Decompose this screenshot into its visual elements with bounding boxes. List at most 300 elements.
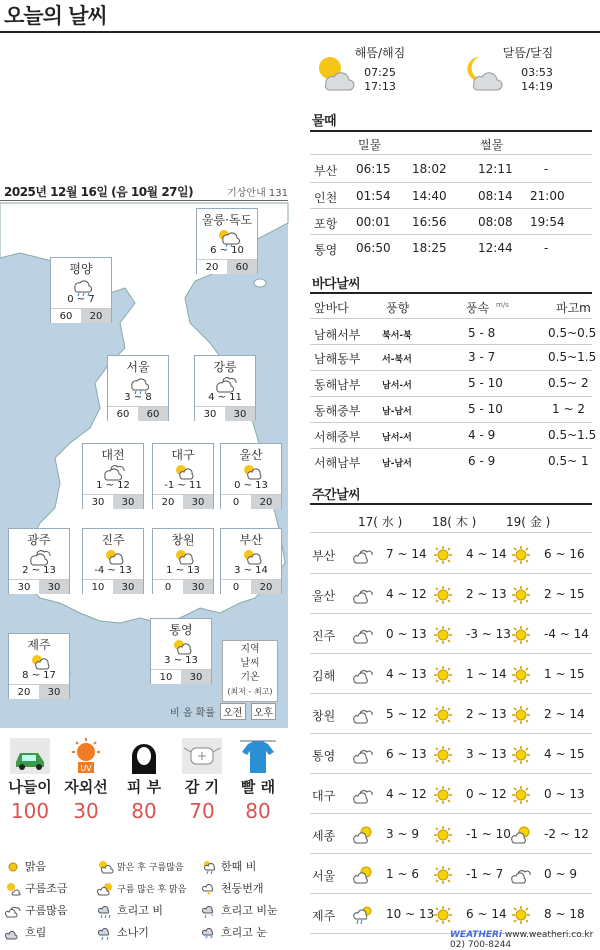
- issuer-note: 기상안내 131: [227, 188, 288, 199]
- weekly-divider: [310, 503, 592, 505]
- sun-rain-icon: [216, 227, 240, 247]
- sun-icon: [510, 625, 532, 645]
- weekly-temp: 1 ~ 14: [466, 667, 507, 681]
- map-city-jeju: [8, 633, 70, 699]
- city-am-prob: 30: [9, 579, 39, 594]
- cloudy-icon: [352, 665, 374, 685]
- legend-label: 한때 비: [221, 860, 257, 873]
- sea-wave: 0.5~ 2: [548, 376, 589, 390]
- city-temp: 1 ~ 13: [166, 565, 200, 576]
- sun-icon: [510, 705, 532, 725]
- map-city-tongyeong: [150, 618, 212, 684]
- city-pm-prob: 20: [251, 579, 281, 594]
- sea-row-line: [310, 318, 592, 319]
- tide-row-line: [310, 154, 592, 155]
- tide-low-header: 썰물: [480, 138, 504, 152]
- weather-legend: [0, 858, 300, 944]
- city-name: 제주: [27, 638, 51, 652]
- weekly-city: 김해: [312, 669, 336, 683]
- date-text: 2025년 12월 16일 (음 10월 27일): [4, 185, 194, 199]
- city-temp: 4 ~ 11: [208, 392, 242, 403]
- legend-item: [200, 858, 256, 876]
- cloudy-icon: [4, 926, 22, 940]
- sun-cloud-icon: [4, 882, 22, 896]
- weekly-temp: 6 ~ 16: [544, 547, 585, 561]
- sea-speed: 3 - 7: [468, 350, 496, 364]
- city-am-prob: 10: [151, 669, 181, 684]
- tide-high-2: 18:02: [412, 162, 447, 176]
- moon-label: 달뜸/달짐: [502, 46, 554, 60]
- city-temp: 3 ~ 14: [234, 565, 268, 576]
- city-am-prob: 60: [108, 406, 138, 421]
- index-outing: [2, 738, 58, 823]
- cloudy-icon: [510, 865, 532, 885]
- index-uv: [58, 738, 114, 823]
- weekly-temp: 7 ~ 14: [386, 547, 427, 561]
- sun-icon: [510, 745, 532, 765]
- map-city-daejeon: [82, 443, 144, 509]
- city-temp: 3 ~ 8: [124, 392, 152, 403]
- tide-high-2: 16:56: [412, 215, 447, 229]
- tide-divider: [310, 130, 592, 132]
- sea-area: 동해중부: [314, 404, 361, 418]
- mask-icon: [182, 738, 222, 774]
- tide-high-1: 00:01: [356, 215, 391, 229]
- sun-icon: [432, 745, 454, 765]
- city-pm-prob: 30: [39, 579, 69, 594]
- cloudy-icon: [4, 904, 22, 918]
- footer: [450, 930, 600, 950]
- city-pm-prob: 30: [39, 684, 69, 699]
- weekly-city: 제주: [312, 909, 336, 923]
- index-name: 감 기: [184, 778, 220, 796]
- legend-label: 흐리고 비: [117, 904, 164, 917]
- sun-icon: [510, 585, 532, 605]
- city-name: 강릉: [213, 360, 237, 374]
- city-name: 서울: [126, 360, 150, 374]
- cloudy-icon: [352, 585, 374, 605]
- city-pm-prob: 30: [181, 669, 211, 684]
- cloud-rain-icon: [96, 926, 114, 940]
- city-temp: 1 ~ 12: [96, 480, 130, 491]
- sea-area: 동해남부: [314, 378, 361, 392]
- index-name: 자외선: [64, 778, 108, 796]
- city-name: 창원: [171, 533, 195, 547]
- weekly-temp: 0 ~ 12: [466, 787, 507, 801]
- thunder-icon: [200, 882, 218, 896]
- city-am-prob: 20: [9, 684, 39, 699]
- tide-low-2: -: [544, 162, 549, 176]
- sun-icon: [432, 865, 454, 885]
- weekly-day-1: 17( 水 ): [358, 515, 403, 529]
- city-am-prob: 30: [195, 406, 225, 421]
- legend-item: [4, 880, 68, 898]
- sun-icon: [432, 625, 454, 645]
- life-indices: [0, 734, 288, 829]
- sun-icon: [432, 705, 454, 725]
- sun-cloud-icon: [96, 860, 114, 874]
- legend-line-range: (최저 - 최고): [227, 687, 273, 696]
- legend-label: 흐리고 비눈: [221, 904, 278, 917]
- sea-dir: 남-남서: [382, 407, 412, 417]
- sun-cloud-icon: [240, 547, 264, 567]
- tide-place: 통영: [314, 243, 338, 257]
- cloudy-icon: [102, 462, 126, 482]
- legend-label: 맑음: [25, 860, 47, 873]
- sea-divider: [310, 292, 592, 294]
- map-city-ulleung: [196, 208, 258, 274]
- sun-icon: [510, 905, 532, 925]
- weekly-temp: 4 ~ 12: [386, 587, 427, 601]
- weekly-temp: 2 ~ 14: [544, 707, 585, 721]
- map-city-changwon: [152, 528, 214, 594]
- city-pm-prob: 30: [183, 579, 213, 594]
- city-pm-prob: 60: [138, 406, 168, 421]
- index-value: 70: [189, 799, 215, 823]
- sea-dir: 북서-북: [382, 331, 412, 341]
- city-am-prob: 60: [51, 308, 81, 323]
- map-legend-box: [222, 640, 278, 702]
- city-name: 대전: [101, 448, 125, 462]
- sun-cloud-icon: [170, 637, 194, 657]
- legend-item: [96, 902, 163, 920]
- legend-item: [4, 924, 46, 942]
- weekly-temp: 4 ~ 15: [544, 747, 585, 761]
- header-divider: [0, 31, 600, 33]
- city-am-prob: 0: [221, 494, 251, 509]
- weekly-temp: 0 ~ 13: [544, 787, 585, 801]
- weekly-row-line: [310, 773, 592, 774]
- sea-title: 바다날씨: [312, 277, 361, 292]
- sea-area: 남해서부: [314, 328, 361, 342]
- sun-icon: [432, 665, 454, 685]
- cloudy-icon: [352, 705, 374, 725]
- sun-cloud-icon: [172, 547, 196, 567]
- shirt-icon: [238, 738, 278, 774]
- weekly-temp: -1 ~ 7: [466, 867, 504, 881]
- weekly-temp: 4 ~ 14: [466, 547, 507, 561]
- tide-low-2: 19:54: [530, 215, 565, 229]
- city-temp: 2 ~ 13: [22, 565, 56, 576]
- sea-speed: 6 - 9: [468, 454, 496, 468]
- tide-low-1: 12:44: [478, 241, 513, 255]
- sun-icon: [510, 665, 532, 685]
- tide-place: 포항: [314, 217, 338, 231]
- map-city-busan: [220, 528, 282, 594]
- cloud-rain-icon: [127, 374, 151, 394]
- weekly-temp: 0 ~ 9: [544, 867, 577, 881]
- tide-high-2: 14:40: [412, 189, 447, 203]
- date-row: [0, 180, 288, 202]
- city-pm-prob: 30: [113, 494, 143, 509]
- cloudy-icon: [28, 547, 52, 567]
- weekly-city: 대구: [312, 789, 336, 803]
- map-city-ulsan: [220, 443, 282, 509]
- weekly-row-line: [310, 733, 592, 734]
- city-temp: -4 ~ 13: [94, 565, 132, 576]
- tide-high-2: 18:25: [412, 241, 447, 255]
- city-temp: -1 ~ 11: [164, 480, 202, 491]
- legend-item: [4, 858, 46, 876]
- map-city-jinju: [82, 528, 144, 594]
- weekly-row-line: [310, 853, 592, 854]
- cloudy-icon: [352, 625, 374, 645]
- weekly-row-line: [310, 613, 592, 614]
- weekly-temp: 2 ~ 13: [466, 707, 507, 721]
- weekly-row-line: [310, 573, 592, 574]
- weekly-temp: 2 ~ 15: [544, 587, 585, 601]
- sea-header-wave: 파고m: [556, 301, 591, 315]
- legend-label: 흐리고 눈: [221, 926, 268, 939]
- sun-cloud-icon: [510, 825, 532, 845]
- index-skin: [116, 738, 172, 823]
- index-name: 피 부: [126, 778, 162, 796]
- tide-high-1: 01:54: [356, 189, 391, 203]
- weekly-city: 진주: [312, 629, 336, 643]
- city-pm-prob: 60: [227, 259, 257, 274]
- weekly-title: 주간날씨: [312, 488, 361, 503]
- city-name: 광주: [27, 533, 51, 547]
- korea-map: [0, 203, 288, 728]
- legend-label: 구름 많은 후 맑음: [117, 885, 187, 895]
- tide-low-1: 12:11: [478, 162, 513, 176]
- rain-prob-am: 오전: [220, 703, 245, 720]
- sea-wave: 1 ~ 2: [552, 402, 585, 416]
- map-city-gwangju: [8, 528, 70, 594]
- city-name: 울산: [239, 448, 263, 462]
- sea-header-speed: 풍속: [466, 301, 490, 315]
- city-am-prob: 10: [83, 579, 113, 594]
- city-pm-prob: 30: [183, 494, 213, 509]
- sea-row-line: [310, 370, 592, 371]
- index-cold: [174, 738, 230, 823]
- weekly-temp: 6 ~ 13: [386, 747, 427, 761]
- sea-speed: 4 - 9: [468, 428, 496, 442]
- sun-icon: [432, 905, 454, 925]
- index-laundry: [230, 738, 286, 823]
- weekly-city: 창원: [312, 709, 336, 723]
- tide-low-1: 08:08: [478, 215, 513, 229]
- date-divider: [0, 200, 288, 201]
- sea-speed: 5 - 10: [468, 376, 503, 390]
- weekly-row-line: [310, 532, 592, 533]
- weekly-temp: 8 ~ 18: [544, 907, 585, 921]
- sun-cloud-icon: [352, 865, 374, 885]
- car-icon: [10, 738, 50, 774]
- moonrise-time: 03:53: [521, 66, 553, 79]
- tide-row-line: [310, 182, 592, 183]
- sun-cloud-icon: [102, 547, 126, 567]
- city-pm-prob: 20: [81, 308, 111, 323]
- city-name: 부산: [239, 533, 263, 547]
- face-icon: [124, 738, 164, 774]
- weekly-temp: 2 ~ 13: [466, 587, 507, 601]
- weekly-temp: 6 ~ 14: [466, 907, 507, 921]
- sun-icon: [432, 545, 454, 565]
- weekly-city: 세종: [312, 829, 336, 843]
- weekly-day-3: 19( 金 ): [506, 515, 551, 529]
- sun-rain-icon: [352, 905, 374, 925]
- index-value: 80: [245, 799, 271, 823]
- svg-text:* *: * *: [205, 935, 213, 942]
- index-value: 80: [131, 799, 157, 823]
- tide-title: 물때: [312, 114, 337, 129]
- legend-item: [200, 902, 278, 920]
- map-city-gangneung: [194, 355, 256, 421]
- svg-text:*: *: [211, 914, 214, 920]
- city-temp: 8 ~ 17: [22, 670, 56, 681]
- city-am-prob: 20: [197, 259, 227, 274]
- sea-dir: 남서-서: [382, 381, 412, 391]
- map-city-pyongyang: [50, 257, 112, 323]
- city-pm-prob: 30: [225, 406, 255, 421]
- weekly-city: 부산: [312, 549, 336, 563]
- cloud-rain-icon: [96, 904, 114, 918]
- cloudy-icon: [352, 745, 374, 765]
- cloudy-icon: [352, 785, 374, 805]
- moon-times: [512, 66, 562, 94]
- city-name: 평양: [69, 262, 93, 276]
- city-pm-prob: 30: [113, 579, 143, 594]
- weekly-temp: 4 ~ 13: [386, 667, 427, 681]
- city-temp: 3 ~ 13: [164, 655, 198, 666]
- legend-label: 흐림: [25, 926, 47, 939]
- footer-contact: www.weatheri.co.kr 02) 700-8244: [450, 930, 594, 950]
- tide-row-line: [310, 234, 592, 235]
- city-am-prob: 0: [221, 579, 251, 594]
- rain-prob-pm: 오후: [251, 703, 276, 720]
- rain-prob-legend: [170, 703, 278, 719]
- sea-area: 서해남부: [314, 456, 361, 470]
- sun-cloud-icon: [28, 652, 52, 672]
- sun-icon: [432, 785, 454, 805]
- sun-times: [355, 66, 405, 94]
- sea-area: 남해동부: [314, 352, 361, 366]
- sea-wave: 0.5~1.5: [548, 350, 597, 364]
- tide-place: 인천: [314, 191, 338, 205]
- sea-area: 서해중부: [314, 430, 361, 444]
- legend-line-region: 지역: [240, 644, 260, 655]
- sun-icon: [432, 585, 454, 605]
- sun-cloud-icon: [172, 462, 196, 482]
- sea-row-line: [310, 344, 592, 345]
- legend-label: 구름많음: [25, 904, 68, 917]
- sea-wave: 0.5~ 1: [548, 454, 589, 468]
- sunset-time: 17:13: [364, 80, 396, 93]
- weekly-temp: 0 ~ 13: [386, 627, 427, 641]
- cloud-rain-icon: [70, 276, 94, 296]
- weekly-temp: 4 ~ 12: [386, 787, 427, 801]
- sea-header-speed-unit: m/s: [496, 301, 509, 309]
- index-value: 100: [10, 799, 50, 823]
- weekly-row-line: [310, 813, 592, 814]
- city-name: 울릉·독도: [201, 213, 253, 227]
- legend-label: 천둥번개: [221, 882, 264, 895]
- weekly-temp: -4 ~ 14: [544, 627, 589, 641]
- map-city-seoul: [107, 355, 169, 421]
- city-temp: 0 ~ 13: [234, 480, 268, 491]
- tide-low-2: 21:00: [530, 189, 565, 203]
- cloudy-icon: [352, 545, 374, 565]
- tide-place: 부산: [314, 164, 338, 178]
- sea-dir: 남서-서: [382, 433, 412, 443]
- index-name: 나들이: [8, 778, 52, 796]
- weekly-temp: 1 ~ 6: [386, 867, 419, 881]
- weekly-city: 울산: [312, 589, 336, 603]
- sea-wave: 0.5~1.5: [548, 428, 597, 442]
- page-title: 오늘의 날씨: [4, 4, 107, 28]
- city-am-prob: 20: [153, 494, 183, 509]
- sea-speed: 5 - 8: [468, 326, 496, 340]
- weekly-temp: 10 ~ 13: [386, 907, 435, 921]
- footer-brand: WEATHERi: [450, 930, 503, 940]
- sea-speed: 5 - 10: [468, 402, 503, 416]
- weekly-row-line: [310, 693, 592, 694]
- sea-header-dir: 풍향: [386, 301, 410, 315]
- sea-dir: 남-남서: [382, 459, 412, 469]
- tide-high-header: 밀물: [358, 138, 382, 152]
- legend-item: [200, 924, 267, 942]
- city-name: 통영: [169, 623, 193, 637]
- weekly-row-line: [310, 653, 592, 654]
- city-temp: 6 ~ 10: [210, 245, 244, 256]
- weekly-city: 통영: [312, 749, 336, 763]
- sunrise-time: 07:25: [364, 66, 396, 79]
- cloudy-icon: [214, 374, 238, 394]
- legend-line-temp: 기온: [240, 672, 260, 683]
- sea-wave: 0.5~0.5: [548, 326, 597, 340]
- svg-text:UV: UV: [80, 764, 92, 773]
- sun-cloud-icon: [240, 462, 264, 482]
- legend-item: [200, 880, 264, 898]
- sun-icon: [510, 545, 532, 565]
- sea-header-area: 앞바다: [314, 301, 349, 315]
- legend-item: [96, 858, 184, 876]
- sea-row-line: [310, 396, 592, 397]
- city-name: 대구: [171, 448, 195, 462]
- cloud-rain-icon: [200, 904, 218, 918]
- weekly-temp: -2 ~ 12: [544, 827, 589, 841]
- sun-icon: [4, 860, 22, 874]
- index-name: 빨 래: [240, 778, 276, 796]
- sun-icon: [510, 785, 532, 805]
- sea-row-line: [310, 448, 592, 449]
- legend-item: [96, 924, 149, 942]
- weekly-city: 서울: [312, 869, 336, 883]
- tide-high-1: 06:50: [356, 241, 391, 255]
- weekly-temp: -1 ~ 10: [466, 827, 511, 841]
- tide-low-1: 08:14: [478, 189, 513, 203]
- page-header: [0, 0, 600, 34]
- tide-low-2: -: [544, 241, 549, 255]
- sun-rain-icon: [200, 860, 218, 874]
- sun-moon-panel: [300, 40, 600, 108]
- map-city-daegu: [152, 443, 214, 509]
- index-value: 30: [73, 799, 99, 823]
- cloud-snow-icon: [200, 926, 218, 940]
- city-temp: 0 ~ 7: [67, 294, 95, 305]
- uv-icon: [66, 738, 106, 774]
- sea-dir: 서-북서: [382, 355, 412, 365]
- city-name: 진주: [101, 533, 125, 547]
- sun-icon: [432, 825, 454, 845]
- weekly-temp: 1 ~ 15: [544, 667, 585, 681]
- legend-label: 구름조금: [25, 882, 68, 895]
- legend-label: 맑은 후 구름많음: [117, 863, 184, 873]
- city-am-prob: 30: [83, 494, 113, 509]
- sun-cloud-icon: [96, 882, 114, 896]
- weekly-row-line: [310, 893, 592, 894]
